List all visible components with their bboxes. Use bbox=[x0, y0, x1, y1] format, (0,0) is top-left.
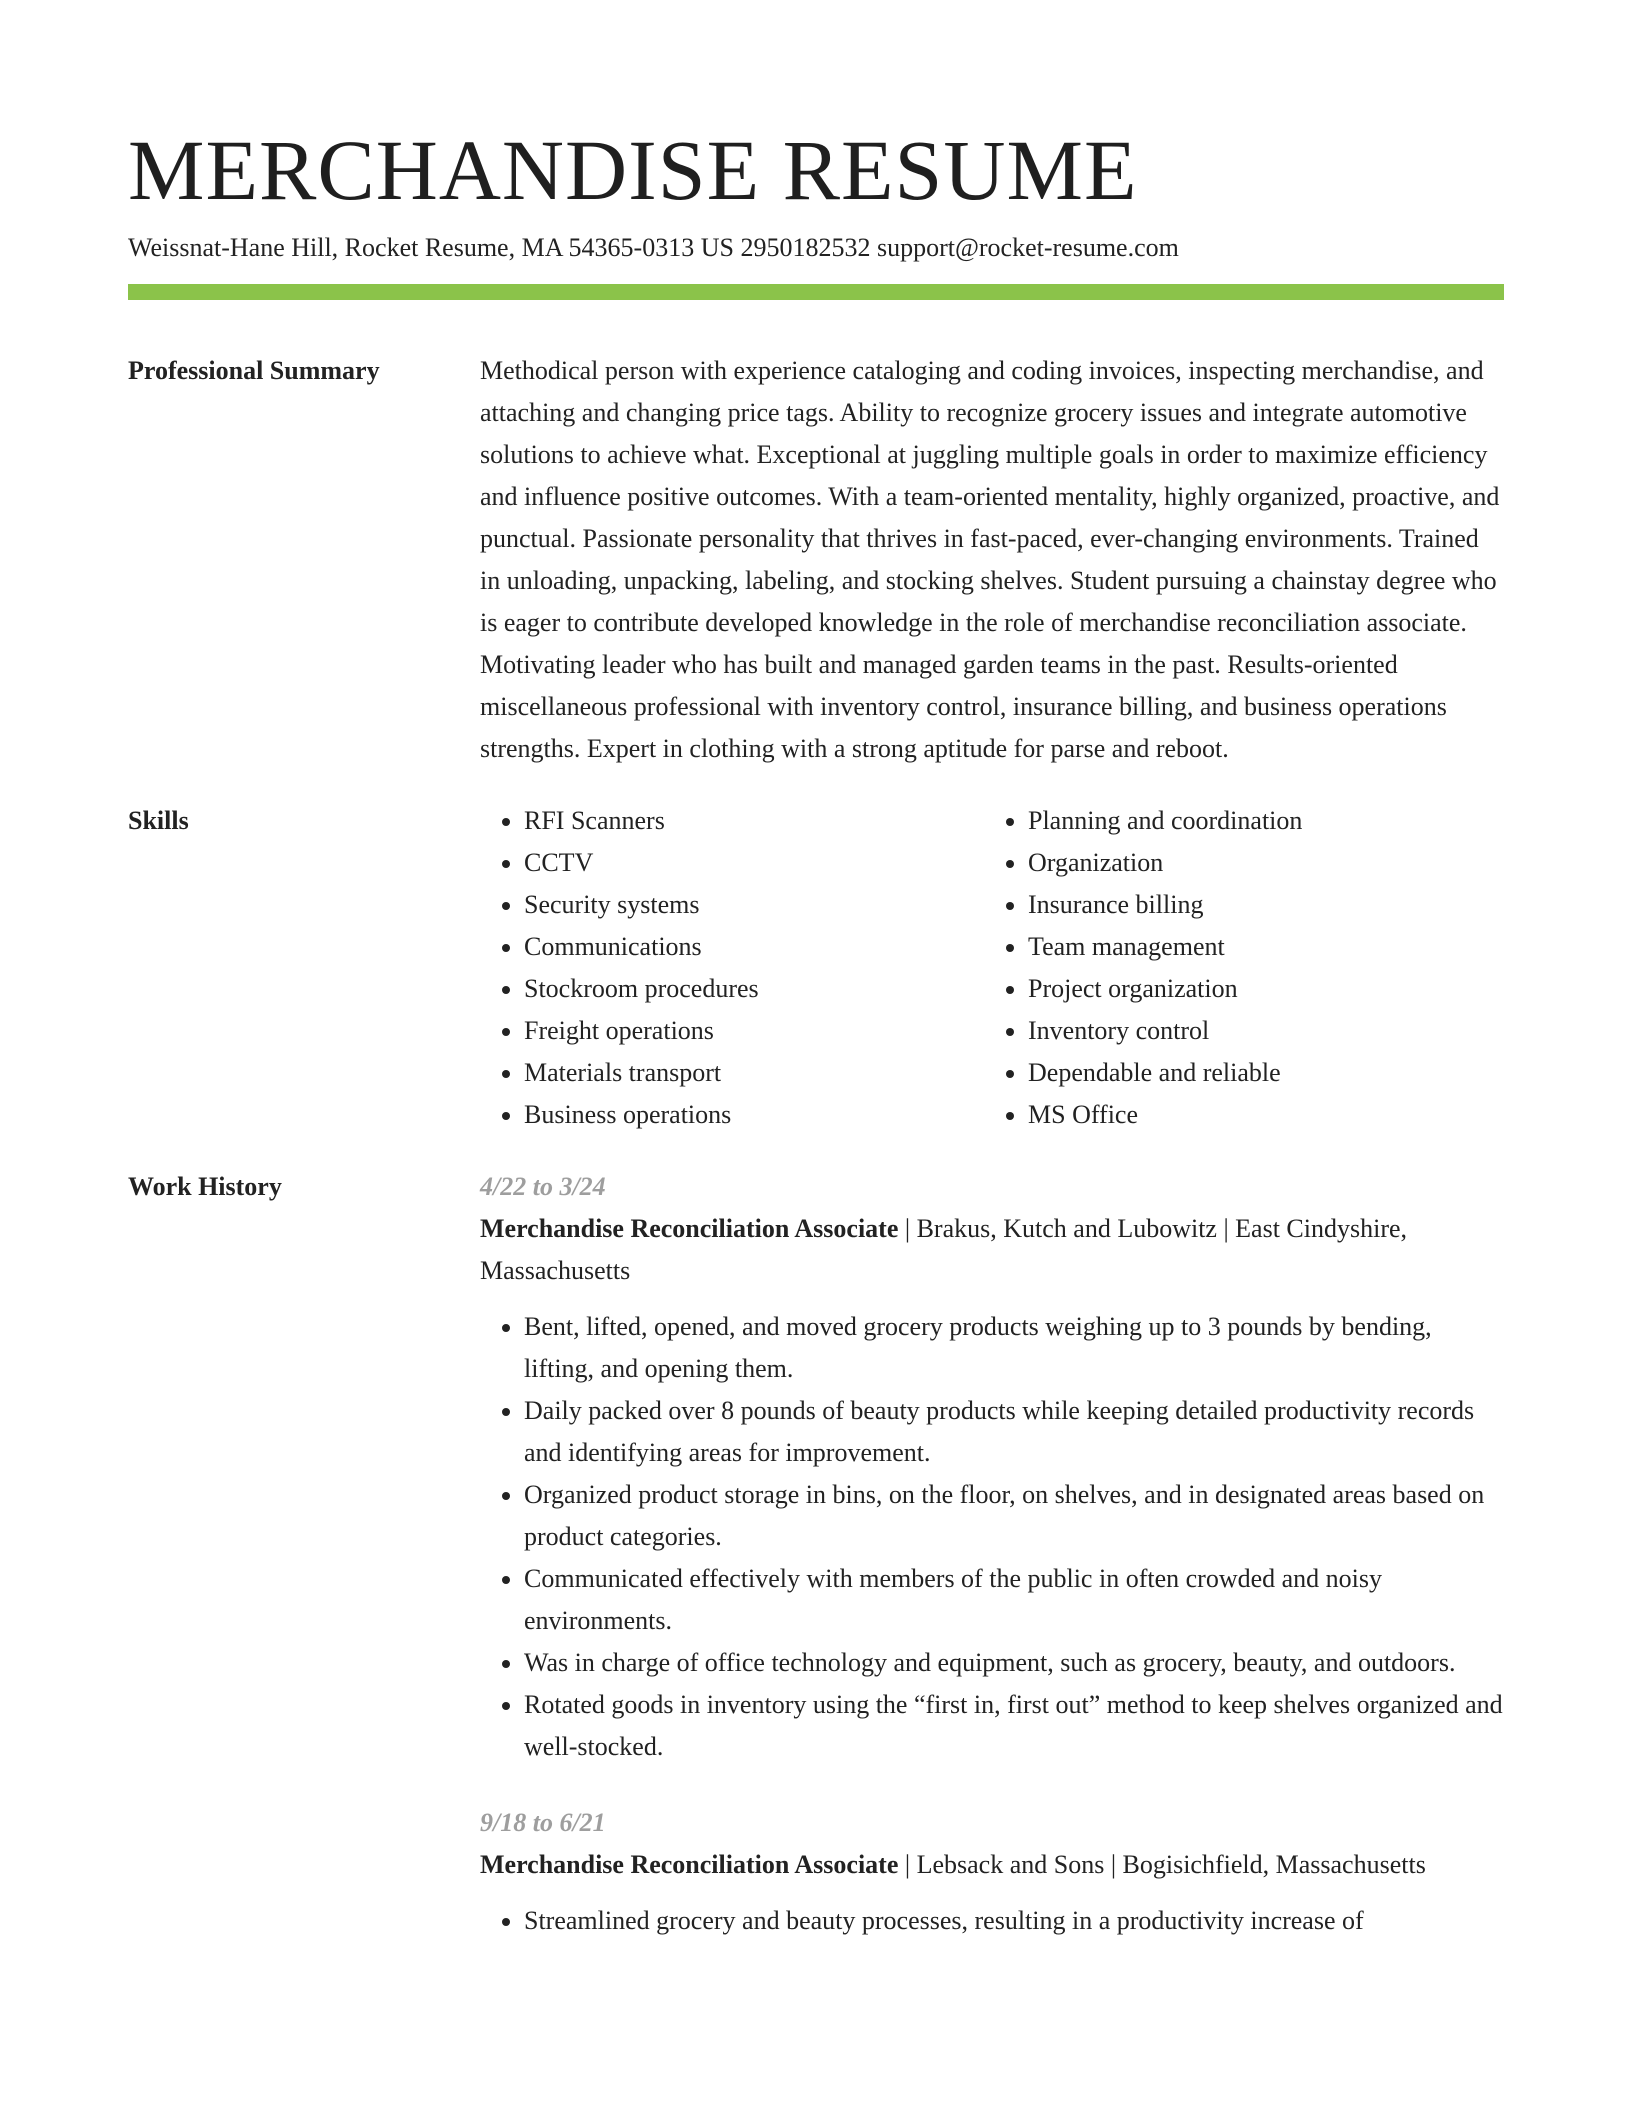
job-title: Merchandise Reconciliation Associate bbox=[480, 1850, 899, 1879]
skill-item: • RFI Scanners bbox=[524, 800, 984, 842]
summary-section bbox=[128, 350, 1504, 770]
skill-item: • Stockroom procedures bbox=[524, 968, 984, 1010]
duty-item: • Streamlined grocery and beauty processes, resulting in a productivity increase of bbox=[524, 1900, 1504, 1942]
contact-line bbox=[128, 230, 1504, 266]
skill-item: • MS Office bbox=[1028, 1094, 1488, 1136]
job-entry bbox=[480, 1802, 1504, 1942]
skill-item: • Materials transport bbox=[524, 1052, 984, 1094]
skills-list-left bbox=[480, 800, 984, 1136]
work-history-section bbox=[128, 1166, 1504, 1976]
job-dates: 4/22 to 3/24 bbox=[480, 1172, 606, 1201]
job-dates: 9/18 to 6/21 bbox=[480, 1808, 606, 1837]
job-title: Merchandise Reconciliation Associate bbox=[480, 1214, 899, 1243]
skill-item: • Insurance billing bbox=[1028, 884, 1488, 926]
duty-item: • Rotated goods in inventory using the “first in, first out” method to keep shelves organized and well-stocked. bbox=[524, 1684, 1504, 1768]
skill-item: • Freight operations bbox=[524, 1010, 984, 1052]
skills-heading: Skills bbox=[128, 806, 189, 835]
skill-item: • CCTV bbox=[524, 842, 984, 884]
skill-item: • Planning and coordination bbox=[1028, 800, 1488, 842]
job-details: | Brakus, Kutch and Lubowitz | East Cindyshire, Massachusetts bbox=[480, 1214, 1408, 1285]
job-entry bbox=[480, 1166, 1504, 1768]
job-header bbox=[480, 1844, 1504, 1886]
skill-item: • Team management bbox=[1028, 926, 1488, 968]
skill-item: • Project organization bbox=[1028, 968, 1488, 1010]
duty-item: • Organized product storage in bins, on the floor, on shelves, and in designated areas based on product categories. bbox=[524, 1474, 1504, 1558]
skill-item: • Security systems bbox=[524, 884, 984, 926]
contact-address: Weissnat-Hane Hill, Rocket Resume, MA 54365-0313 US bbox=[128, 233, 734, 262]
skills-list-right bbox=[984, 800, 1488, 1136]
duty-item: • Bent, lifted, opened, and moved grocery products weighing up to 3 pounds by bending, lifting, and opening them. bbox=[524, 1306, 1504, 1390]
skill-item: • Business operations bbox=[524, 1094, 984, 1136]
job-details: | Lebsack and Sons | Bogisichfield, Massachusetts bbox=[898, 1850, 1426, 1879]
skill-item: • Communications bbox=[524, 926, 984, 968]
contact-email: support@rocket-resume.com bbox=[876, 233, 1179, 262]
job-header bbox=[480, 1208, 1504, 1292]
duty-item: • Was in charge of office technology and equipment, such as grocery, beauty, and outdoors. bbox=[524, 1642, 1504, 1684]
job-duties bbox=[480, 1306, 1504, 1768]
summary-heading: Professional Summary bbox=[128, 356, 380, 385]
skills-section bbox=[128, 800, 1504, 1136]
resume-page bbox=[128, 120, 1504, 1976]
duty-item: • Communicated effectively with members of the public in often crowded and noisy environments. bbox=[524, 1558, 1504, 1642]
skill-item: • Inventory control bbox=[1028, 1010, 1488, 1052]
duty-item: • Daily packed over 8 pounds of beauty products while keeping detailed productivity records and identifying areas for improvement. bbox=[524, 1390, 1504, 1474]
accent-divider bbox=[128, 284, 1504, 300]
resume-title: MERCHANDISE RESUME bbox=[128, 122, 1138, 218]
work-history-heading: Work History bbox=[128, 1172, 282, 1201]
skill-item: • Dependable and reliable bbox=[1028, 1052, 1488, 1094]
contact-phone: 2950182532 bbox=[740, 233, 871, 262]
job-duties bbox=[480, 1900, 1504, 1942]
skill-item: • Organization bbox=[1028, 842, 1488, 884]
summary-text: Methodical person with experience cataloging and coding invoices, inspecting merchandise, and attaching and changing price tags. Ability to recognize grocery issues and integrate automotive solutions to achieve what. Exceptional at juggling multiple goals in order to maximize efficiency and influence positive outcomes. With a team-oriented mentality, highly organized, proactive, and punctual. Passionate personality that thrives in fast-paced, ever-changing environments. Trained in unloading, unpacking, labeling, and stocking shelves. Student pursuing a chainstay degree who is eager to contribute developed knowledge in the role of merchandise reconciliation associate. Motivating leader who has built and managed garden teams in the past. Results-oriented miscellaneous professional with inventory control, insurance billing, and business operations strengths. Expert in clothing with a strong aptitude for parse and reboot. bbox=[480, 356, 1500, 763]
